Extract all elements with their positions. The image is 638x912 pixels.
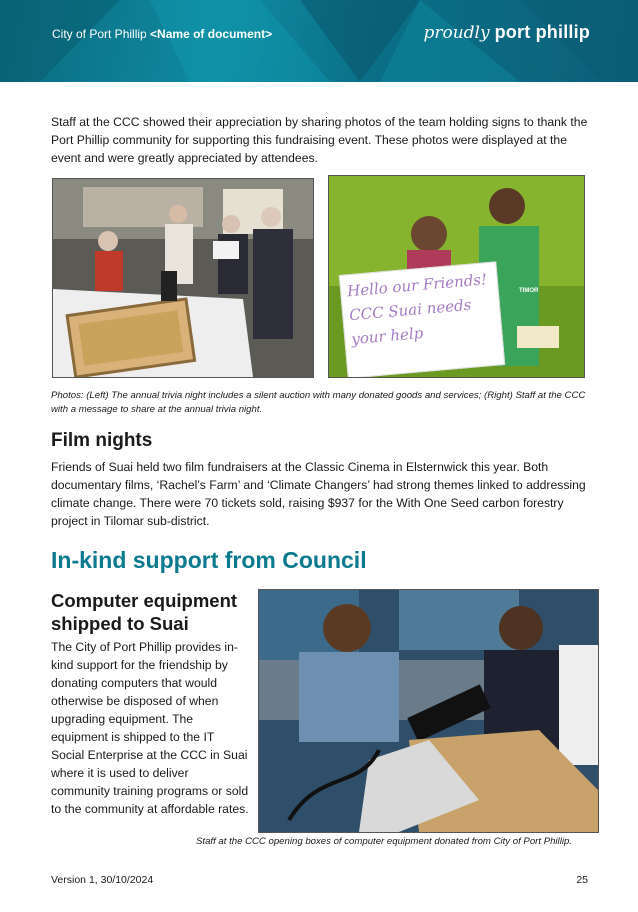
logo-proudly: proudly <box>423 23 490 43</box>
photo-staff-sign <box>328 175 585 378</box>
computer-boxes-caption: Staff at the CCC opening boxes of computer equipment donated from City of Port Phillip. <box>196 836 572 847</box>
intro-paragraph: Staff at the CCC showed their appreciation by sharing photos of the team holding signs to thank the Port Phillip community for supporting this fundraising event. These photos were displayed at the event and were greatly appreciated by attendees. <box>51 115 588 165</box>
photo-trivia-night <box>52 178 314 378</box>
proudly-port-phillip-logo <box>423 22 590 43</box>
computer-equipment-heading: Computer equipment shipped to Suai <box>51 590 238 634</box>
lanyard-badge-text: TIMOR <box>519 288 539 294</box>
photo-computer-boxes <box>258 589 599 833</box>
footer-version: Version 1, 30/10/2024 <box>51 874 154 886</box>
sign-line-3: your help <box>350 323 424 349</box>
film-nights-paragraph: Friends of Suai held two film fundraisers at the Classic Cinema in Elsternwick this year. Both documentary films, ‘Rachel’s Farm’ and ‘Climate Changers’ had strong themes linked to addressing climate change. There were 70 tickets sold, raising $937 for the With One Seed carbon forestry project in Tilomar sub-district. <box>51 460 586 528</box>
header-doc-name: <Name of document> <box>150 27 273 41</box>
header-title <box>52 27 272 41</box>
film-nights-heading: Film nights <box>51 430 153 451</box>
footer-page-number: 25 <box>576 874 588 886</box>
sign-line-1: Hello our Friends! <box>346 270 488 301</box>
computer-equipment-paragraph: The City of Port Phillip provides in-kind support for the friendship by donating computers that would otherwise be disposed of when upgrading equipment. The equipment is shipped to the IT Social Enterprise at the CCC in Suai where it is used to deliver community training programs or sold to the community at affordable rates. <box>51 640 249 816</box>
trivia-night-image <box>53 179 313 377</box>
photos-caption: Photos: (Left) The annual trivia night includes a silent auction with many donated goods and services; (Right) Staff at the CCC with a message to share at the annual trivia night. <box>51 390 586 415</box>
header-org: City of Port Phillip <box>52 27 147 41</box>
hello-friends-sign <box>339 261 505 378</box>
in-kind-heading: In-kind support from Council <box>51 547 367 573</box>
sign-line-2: CCC Suai needs <box>348 295 472 325</box>
logo-brand: port phillip <box>494 22 590 42</box>
computer-boxes-image <box>259 590 598 832</box>
header-banner <box>0 0 638 82</box>
